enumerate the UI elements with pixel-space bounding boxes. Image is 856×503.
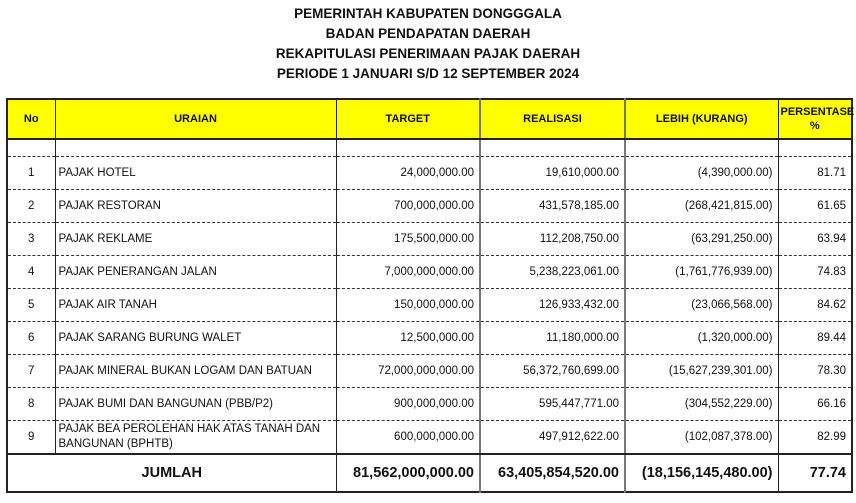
table-row bbox=[7, 388, 852, 421]
table-row bbox=[7, 421, 852, 455]
header-uraian: URAIAN bbox=[55, 99, 336, 139]
cell-lebih-kurang: (1,761,776,939.00) bbox=[625, 256, 778, 289]
cell-persentase: 81.71 bbox=[778, 157, 852, 190]
table-row bbox=[7, 289, 852, 322]
cell-persentase: 61.65 bbox=[778, 190, 852, 223]
cell-no: 7 bbox=[7, 355, 55, 388]
cell-realisasi: 56,372,760,699.00 bbox=[480, 355, 625, 388]
cell-target: 600,000,000.00 bbox=[336, 421, 480, 455]
header-realisasi: REALISASI bbox=[480, 99, 625, 139]
title-agency: BADAN PENDAPATAN DAERAH bbox=[325, 26, 531, 41]
spacer-cell bbox=[55, 139, 336, 157]
cell-realisasi: 595,447,771.00 bbox=[480, 388, 625, 421]
title-report: REKAPITULASI PENERIMAAN PAJAK DAERAH bbox=[275, 46, 581, 61]
cell-uraian: PAJAK RESTORAN bbox=[55, 190, 336, 223]
cell-lebih-kurang: (1,320,000.00) bbox=[625, 322, 778, 355]
cell-persentase: 82.99 bbox=[778, 421, 852, 455]
spacer-cell bbox=[480, 139, 625, 157]
total-label: JUMLAH bbox=[7, 454, 336, 492]
cell-uraian: PAJAK PENERANGAN JALAN bbox=[55, 256, 336, 289]
cell-realisasi: 19,610,000.00 bbox=[480, 157, 625, 190]
cell-target: 150,000,000.00 bbox=[336, 289, 480, 322]
cell-target: 175,500,000.00 bbox=[336, 223, 480, 256]
table-header-row bbox=[7, 99, 852, 139]
table-row bbox=[7, 256, 852, 289]
header-target: TARGET bbox=[336, 99, 480, 139]
table-row bbox=[7, 322, 852, 355]
total-realisasi: 63,405,854,520.00 bbox=[480, 454, 625, 492]
cell-lebih-kurang: (15,627,239,301.00) bbox=[625, 355, 778, 388]
total-row bbox=[7, 454, 852, 492]
cell-no: 9 bbox=[7, 421, 55, 455]
cell-realisasi: 497,912,622.00 bbox=[480, 421, 625, 455]
header-persentase-label: PERSENTASE bbox=[780, 106, 855, 118]
cell-uraian: PAJAK BEA PEROLEHAN HAK ATAS TANAH DAN BANGUNAN (BPHTB) bbox=[55, 421, 336, 455]
title-period: PERIODE 1 JANUARI S/D 12 SEPTEMBER 2024 bbox=[276, 66, 580, 81]
total-lebih-kurang: (18,156,145,480.00) bbox=[625, 454, 778, 492]
cell-lebih-kurang: (63,291,250.00) bbox=[625, 223, 778, 256]
report-title-block bbox=[0, 4, 856, 84]
tax-revenue-table bbox=[6, 98, 853, 493]
table-row bbox=[7, 157, 852, 190]
header-persentase bbox=[778, 99, 855, 139]
spacer-row bbox=[7, 139, 852, 157]
header-percent-sign: % bbox=[809, 120, 820, 132]
cell-target: 72,000,000,000.00 bbox=[336, 355, 480, 388]
table-row bbox=[7, 223, 852, 256]
cell-target: 7,000,000,000.00 bbox=[336, 256, 480, 289]
cell-persentase: 74.83 bbox=[778, 256, 852, 289]
cell-lebih-kurang: (23,066,568.00) bbox=[625, 289, 778, 322]
cell-no: 5 bbox=[7, 289, 55, 322]
cell-uraian: PAJAK SARANG BURUNG WALET bbox=[55, 322, 336, 355]
cell-realisasi: 126,933,432.00 bbox=[480, 289, 625, 322]
cell-uraian: PAJAK MINERAL BUKAN LOGAM DAN BATUAN bbox=[55, 355, 336, 388]
cell-realisasi: 431,578,185.00 bbox=[480, 190, 625, 223]
cell-realisasi: 5,238,223,061.00 bbox=[480, 256, 625, 289]
cell-persentase: 66.16 bbox=[778, 388, 852, 421]
spacer-cell bbox=[7, 139, 55, 157]
cell-lebih-kurang: (268,421,815.00) bbox=[625, 190, 778, 223]
cell-persentase: 63.94 bbox=[778, 223, 852, 256]
cell-uraian: PAJAK AIR TANAH bbox=[55, 289, 336, 322]
cell-no: 3 bbox=[7, 223, 55, 256]
header-no: No bbox=[7, 99, 55, 139]
cell-no: 1 bbox=[7, 157, 55, 190]
cell-no: 4 bbox=[7, 256, 55, 289]
cell-lebih-kurang: (304,552,229.00) bbox=[625, 388, 778, 421]
cell-persentase: 84.62 bbox=[778, 289, 852, 322]
cell-target: 24,000,000.00 bbox=[336, 157, 480, 190]
cell-persentase: 89.44 bbox=[778, 322, 852, 355]
total-persentase: 77.74 bbox=[778, 454, 852, 492]
table-row bbox=[7, 190, 852, 223]
cell-realisasi: 11,180,000.00 bbox=[480, 322, 625, 355]
cell-target: 700,000,000.00 bbox=[336, 190, 480, 223]
cell-uraian: PAJAK HOTEL bbox=[55, 157, 336, 190]
spacer-cell bbox=[625, 139, 778, 157]
title-government: PEMERINTAH KABUPATEN DONGGGALA bbox=[294, 6, 562, 21]
cell-target: 900,000,000.00 bbox=[336, 388, 480, 421]
cell-lebih-kurang: (4,390,000.00) bbox=[625, 157, 778, 190]
cell-persentase: 78.30 bbox=[778, 355, 852, 388]
cell-no: 2 bbox=[7, 190, 55, 223]
cell-no: 8 bbox=[7, 388, 55, 421]
cell-uraian: PAJAK BUMI DAN BANGUNAN (PBB/P2) bbox=[55, 388, 336, 421]
cell-uraian: PAJAK REKLAME bbox=[55, 223, 336, 256]
cell-lebih-kurang: (102,087,378.00) bbox=[625, 421, 778, 455]
cell-realisasi: 112,208,750.00 bbox=[480, 223, 625, 256]
total-target: 81,562,000,000.00 bbox=[336, 454, 480, 492]
header-lebih-kurang: LEBIH (KURANG) bbox=[625, 99, 778, 139]
table-row bbox=[7, 355, 852, 388]
cell-no: 6 bbox=[7, 322, 55, 355]
spacer-cell bbox=[336, 139, 480, 157]
spacer-cell bbox=[778, 139, 852, 157]
cell-target: 12,500,000.00 bbox=[336, 322, 480, 355]
